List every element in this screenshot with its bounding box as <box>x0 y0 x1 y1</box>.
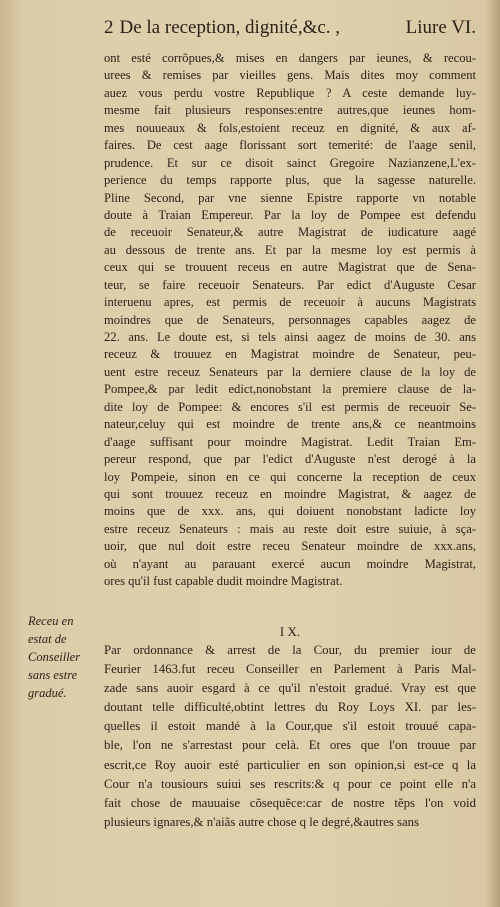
paragraph-2 <box>104 641 476 832</box>
section-number: I X. <box>279 624 301 639</box>
paragraph-2-line: escrit,ce Roy auoir esté particulier en son opinion,si est-ce q la <box>104 757 476 772</box>
book-number: Liure VI. <box>405 17 476 38</box>
paragraph-1-line: Pline Second, par vne sienne Epistre rapporte vn notable <box>104 190 476 205</box>
paragraph-1-line: interuenu apres, est permis de receuoir à aucuns Magistrats <box>104 295 476 310</box>
paragraph-1-line: moins que de xxx. ans, qui doiuent nonobstant ladicte loy <box>104 504 476 519</box>
paragraph-2-line: fait chose de mauuaise cõsequẽce:car de nostre tẽps l'on void <box>104 795 476 810</box>
margin-note-line: Conseiller <box>28 650 81 664</box>
margin-note-line: sans estre <box>28 668 78 682</box>
paragraph-1-line: nateur,celuy qui est moindre de trente ans,& ce neantmoins <box>104 417 476 432</box>
paragraph-2-line: doutant telle difficulté,obtint lettres du Roy Loys XI. par les- <box>104 700 476 715</box>
margin-note-line: gradué. <box>28 686 67 700</box>
paragraph-1-line: 22. ans. Le doute est, si tels ainsi aagez de moins de 30. ans <box>104 330 476 344</box>
paragraph-2-line: plusieurs ignares,& n'aiãs autre chose q le degré,&autres sans <box>104 814 420 829</box>
paragraph-1-line: qui sont trouuez receuz en moindre Magistrat, & aagez de <box>104 486 476 501</box>
paragraph-1-line: d'aage suffisant pour moindre Magistrat. Ledit Traian Em- <box>104 434 476 449</box>
paragraph-1-line: pereur respond, que par l'edict d'Auguste n'est derogé à la <box>104 452 476 467</box>
paragraph-1-line: prudence. Et sur ce disoit sainct Gregoire Nazianzene,L'ex- <box>104 155 476 170</box>
paragraph-1-line: de receuoir Senateur,& autre Magistrat de iudicature aagé <box>104 225 476 240</box>
paragraph-1-line: receuz & trouuez en Magistrat moindre de Senateur, peu- <box>104 347 476 362</box>
paragraph-1-line: estre receuz Senateurs : mais au reste doit estre suiuie, à sça- <box>104 521 476 536</box>
paragraph-1-line: loy Pompeie, sinon en ce qui concerne la reception de ceux <box>104 469 476 484</box>
page-number: 2 <box>104 17 114 38</box>
paragraph-1-line: uoir, que nul doit estre receu Senateur moindre de xxx.ans, <box>104 539 476 554</box>
paragraph-2-line: Cour n'a tousiours suiui ses rescrits:& q pour ce point elle n'a <box>104 776 476 791</box>
paragraph-1-line: dite loy de Pompee: & encores s'il est permis de receuoir Se- <box>104 399 476 414</box>
paragraph-2-line: zade sans auoir esgard à ce qu'il n'estoit gradué. Vray est que <box>104 681 476 696</box>
paragraph-1-line: où n'ayant au parauant exercé aucun moindre Magistrat, <box>104 556 476 571</box>
running-title: De la reception, dignité,&c. , <box>119 17 341 38</box>
paragraph-1-line: urees & remises par vieilles gens. Mais dites moy comment <box>104 68 476 83</box>
paragraph-1 <box>104 50 476 591</box>
paragraph-1-line: mes nouueaux & fols,estoient receuz en dignité, & aux af- <box>104 120 476 135</box>
paragraph-1-line: mesme fait plusieurs responses:entre autres,que ieunes hom- <box>104 103 476 118</box>
paragraph-2-line: quelles il estoit mandé à la Cour,que s'il estoit trouué capa- <box>104 719 476 734</box>
paragraph-1-line: teur, se faire receuoir Senateurs. Par edict d'Auguste Cesar <box>104 277 476 292</box>
paragraph-2-line: ble, l'on ne s'arrestast pour celà. Et ores que l'on trouue par <box>104 738 476 753</box>
paragraph-1-line: Pompee,& par ledit edict,nonobstant la premiere clause de la- <box>104 382 476 397</box>
paragraph-1-line: ont esté corrõpues,& mises en dangers par ieunes, & recou- <box>104 51 476 65</box>
paragraph-1-line: ores qu'il fust capable dudit moindre Magistrat. <box>104 574 343 589</box>
margin-note <box>28 612 100 702</box>
margin-note-line: estat de <box>28 632 67 646</box>
paragraph-1-line: au dessous de trente ans. Et par la mesme loy est permis à <box>104 242 476 257</box>
paragraph-1-line: moindres que de Senateurs, personnages capables aagez de <box>104 312 476 327</box>
paragraph-1-line: uent estre receuz Senateurs par la derniere clause de la loy de <box>104 364 476 379</box>
paragraph-2-line: Feurier 1463.fut receu Conseiller en Parlement à Paris Mal- <box>104 662 476 677</box>
paragraph-1-line: ceux qui se trouuent receus en autre Magistrat que de Sena- <box>104 260 476 275</box>
paragraph-1-line: doute à Traian Empereur. Par la loy de Pompee est defendu <box>104 207 476 222</box>
margin-note-line: Receu en <box>28 614 74 628</box>
paragraph-1-line: faires. De cest aage florissant sort temerité: de l'aage senil, <box>104 138 476 153</box>
paragraph-2-line: Par ordonnance & arrest de la Cour, du premier iour de <box>104 643 476 657</box>
paragraph-1-line: perience du temps rapporte plus, que la sagesse naturelle. <box>104 173 476 188</box>
paragraph-1-line: auez vous perdu vostre Republique ? A ceste demande luy- <box>104 85 476 100</box>
running-header <box>104 17 476 45</box>
